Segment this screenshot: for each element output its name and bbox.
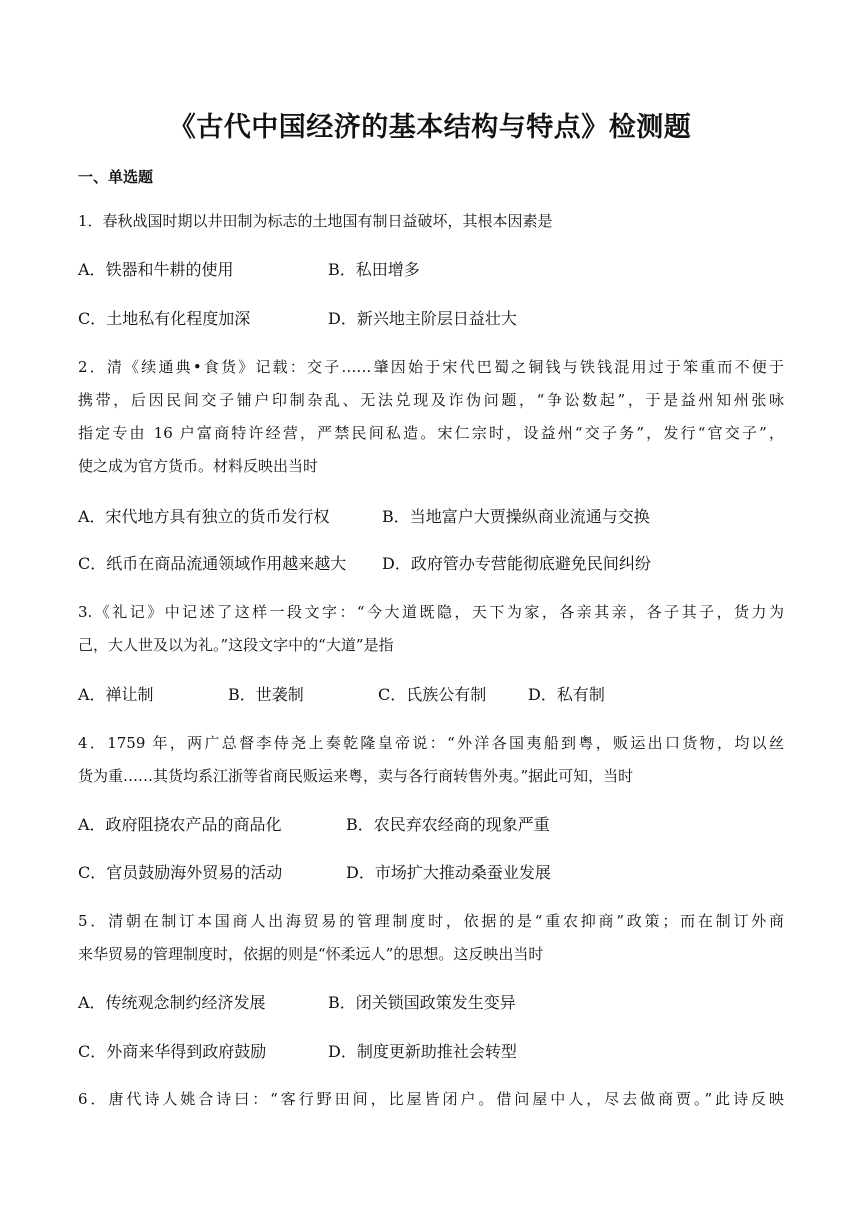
q2-option-a: A．宋代地方具有独立的货币发行权 bbox=[78, 507, 330, 526]
q4-option-a: A．政府阻挠农产品的商品化 bbox=[78, 815, 282, 834]
q2-stem-line-4: 使之成为官方货币。材料反映出当时 bbox=[78, 457, 319, 475]
q3-stem-line-2: 己，大人世及以为礼。”这段文字中的“大道”是指 bbox=[78, 636, 394, 654]
q3-option-d: D．私有制 bbox=[528, 685, 605, 704]
q4-option-b: B．农民弃农经商的现象严重 bbox=[346, 815, 550, 834]
q2-stem-line-2: 携带，后因民间交子铺户印制杂乱、无法兑现及诈伪问题，“争讼数起”，于是益州知州张咏 bbox=[78, 391, 784, 409]
q4-option-d: D．市场扩大推动桑蚕业发展 bbox=[346, 863, 551, 882]
q4-option-c: C．官员鼓励海外贸易的活动 bbox=[78, 863, 283, 882]
section-heading: 一、单选题 bbox=[78, 168, 154, 186]
q1-option-c: C．土地私有化程度加深 bbox=[78, 309, 251, 328]
q3-option-a: A．禅让制 bbox=[78, 685, 154, 704]
q1-stem: 1．春秋战国时期以井田制为标志的土地国有制日益破坏，其根本因素是 bbox=[78, 212, 553, 230]
q4-stem-line-2: 货为重……其货均系江浙等省商民贩运来粤，卖与各行商转售外夷。”据此可知，当时 bbox=[78, 767, 634, 785]
q2-stem-line-3: 指定专由 16 户富商特许经营，严禁民间私造。宋仁宗时，设益州“交子务”，发行“官交子”， bbox=[78, 424, 784, 442]
q1-option-b: B．私田增多 bbox=[328, 260, 420, 279]
q5-stem-line-2: 来华贸易的管理制度时，依据的则是“怀柔远人”的思想。这反映出当时 bbox=[78, 945, 544, 963]
q1-option-d: D．新兴地主阶层日益壮大 bbox=[328, 309, 517, 328]
q4-stem-line-1: 4．1759 年，两广总督李侍尧上奏乾隆皇帝说：“外洋各国夷船到粤，贩运出口货物，均以丝 bbox=[78, 734, 784, 752]
q6-stem-line-1: 6．唐代诗人姚合诗曰：“客行野田间，比屋皆闭户。借问屋中人，尽去做商贾。”此诗反映 bbox=[78, 1090, 784, 1108]
q5-option-c: C．外商来华得到政府鼓励 bbox=[78, 1042, 267, 1061]
q3-option-c: C．氏族公有制 bbox=[378, 685, 487, 704]
q5-option-b: B．闭关锁国政策发生变异 bbox=[328, 993, 516, 1012]
q5-option-a: A．传统观念制约经济发展 bbox=[78, 993, 266, 1012]
q1-option-a: A．铁器和牛耕的使用 bbox=[78, 260, 234, 279]
q2-option-d: D．政府管办专营能彻底避免民间纠纷 bbox=[382, 554, 651, 573]
q5-option-d: D．制度更新助推社会转型 bbox=[328, 1042, 517, 1061]
q2-option-b: B．当地富户大贾操纵商业流通与交换 bbox=[382, 507, 650, 526]
q3-stem-line-1: 3.《礼记》中记述了这样一段文字：“今大道既隐，天下为家，各亲其亲，各子其子，货力为 bbox=[78, 603, 784, 621]
q5-stem-line-1: 5．清朝在制订本国商人出海贸易的管理制度时，依据的是“重农抑商”政策；而在制订外商 bbox=[78, 912, 784, 930]
q2-stem-line-1: 2．清《续通典•食货》记载：交子……肇因始于宋代巴蜀之铜钱与铁钱混用过于笨重而不便于 bbox=[78, 358, 784, 376]
q2-option-c: C．纸币在商品流通领域作用越来越大 bbox=[78, 554, 347, 573]
document-title: 《古代中国经济的基本结构与特点》检测题 bbox=[168, 112, 692, 143]
q3-option-b: B．世袭制 bbox=[228, 685, 304, 704]
